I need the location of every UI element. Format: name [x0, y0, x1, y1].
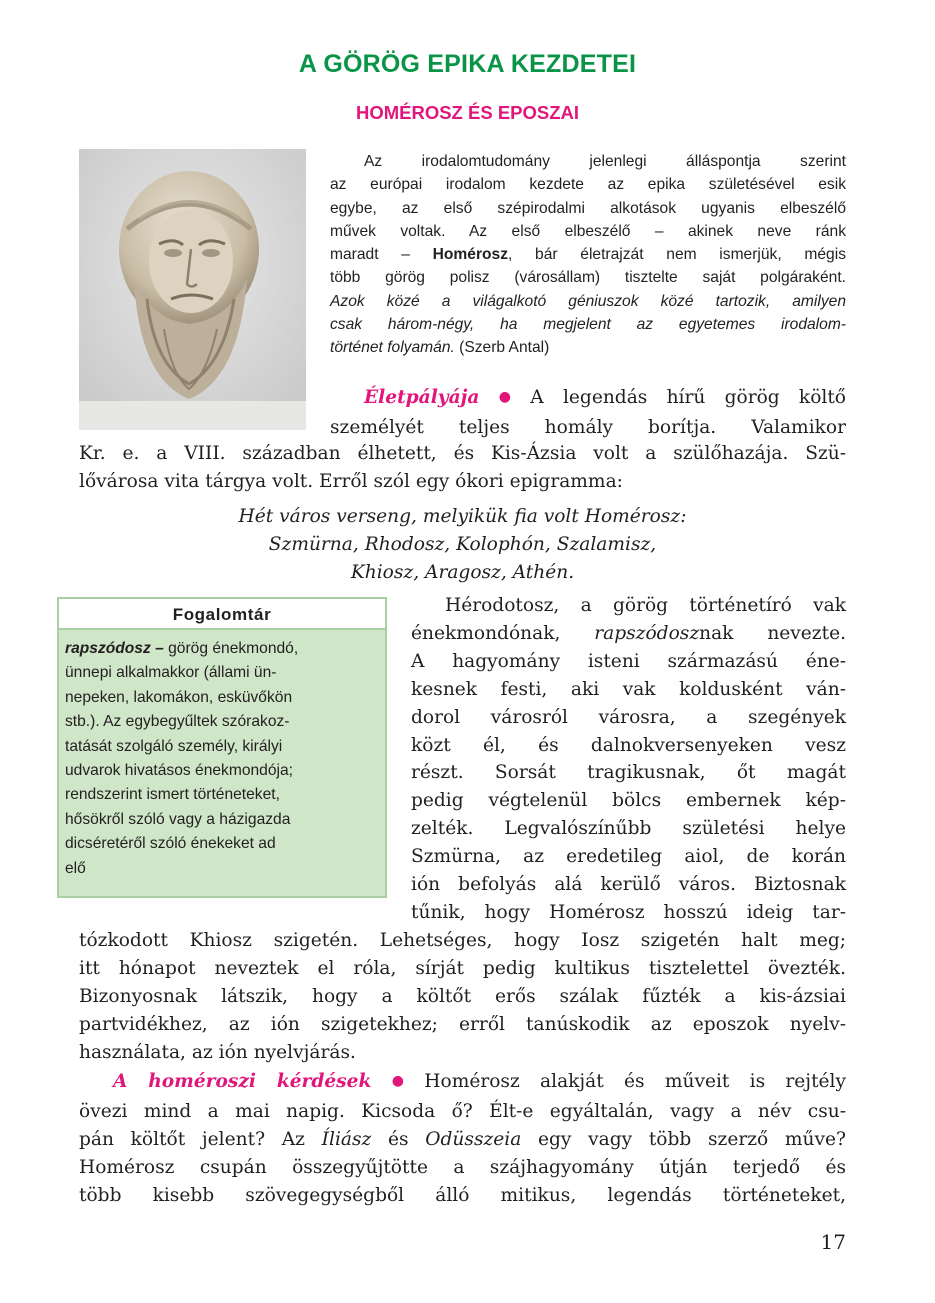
- term-italic: rapszódosz: [594, 622, 700, 644]
- herodotus-line: tózkodott Khiosz szigetén. Lehetséges, hogy Iosz szigetén halt meg;: [79, 930, 846, 951]
- intro-line: [330, 243, 846, 266]
- glossary-heading: Fogalomtár: [59, 599, 385, 630]
- bullet-icon: ●: [485, 389, 525, 405]
- life-line: személyét teljes homály borítja. Valamikor: [330, 416, 846, 438]
- life-text: A legendás hírű görög költő: [530, 387, 847, 408]
- glossary-line: udvarok hivatásos énekmondója;: [65, 762, 293, 780]
- herodotus-line: Bizonyosnak látszik, hogy a költőt erős szálak fűzték a kis-ázsiai: [79, 985, 846, 1007]
- intro-quote-line: [330, 290, 846, 313]
- intro-quote-line: [330, 336, 846, 359]
- intro-line: Az irodalomtudomány jelenlegi álláspontja szerint: [364, 153, 846, 170]
- life-paragraph-bottom: [79, 440, 846, 496]
- intro-text: , bár életrajzát nem ismerjük, mégis: [508, 246, 846, 264]
- bullet-icon: ●: [377, 1073, 419, 1089]
- life-line: lővárosa vita tárgya volt. Erről szól egy ókori epigramma:: [79, 470, 623, 492]
- intro-line: az európai irodalom kezdete az epika születésével esik: [330, 176, 846, 194]
- epigram-line: Khiosz, Aragosz, Athén.: [350, 561, 575, 583]
- questions-line: Homérosz csupán összegyűjtötte a szájhagyomány útján terjedő és: [79, 1156, 846, 1178]
- glossary-line: stb.). Az egybegyűltek szórakoz-: [65, 713, 290, 731]
- glossary-line: rendszerint ismert történeteket,: [65, 786, 280, 804]
- questions-text: és: [371, 1128, 426, 1150]
- epigram-line: Hét város verseng, melyikük fia volt Homérosz:: [238, 506, 687, 527]
- questions-text: egy vagy több szerző műve?: [521, 1128, 846, 1150]
- herodotus-line: partvidékhez, az ión szigetekhez; erről tanúskodik az eposzok nyelv-: [79, 1013, 846, 1035]
- herodotus-line: itt hónapot neveztek el róla, sírját pedig kultikus tisztelettel övezték.: [79, 957, 846, 979]
- life-heading: Életpályája: [364, 387, 480, 408]
- quote-text: Azok közé a világalkotó géniuszok közé tartozik, amilyen: [330, 292, 846, 310]
- questions-text: Homérosz alakját és műveit is rejtély: [424, 1071, 846, 1092]
- herodotus-text: énekmondónak,: [411, 622, 595, 644]
- glossary-line: tatását szolgáló személy, királyi: [65, 737, 283, 755]
- epigram: [79, 503, 846, 587]
- page-title: A GÖRÖG EPIKA KEZDETEI: [298, 50, 637, 78]
- questions-line: [79, 1126, 846, 1154]
- intro-line: művek voltak. Az első elbeszélő – akinek neve ránk: [330, 222, 846, 240]
- glossary-line: dicséretéről szóló énekeket ad: [65, 835, 276, 853]
- intro-paragraph: [330, 150, 846, 360]
- herodotus-line: [411, 620, 846, 648]
- intro-line: több görög polisz (városállam) tisztelte saját polgáraként.: [330, 269, 846, 287]
- life-line: [330, 384, 846, 414]
- herodotus-paragraph-column: [411, 592, 846, 927]
- glossary-line: elő: [65, 859, 86, 877]
- glossary-line: ünnepi alkalmakkor (állami ün-: [65, 664, 277, 682]
- herodotus-line: Szmürna, az eredetileg aiol, de korán: [411, 846, 846, 868]
- questions-line: övezi mind a mai napig. Kicsoda ő? Élt-e egyáltalán, vagy a név csu-: [79, 1100, 846, 1122]
- work-title-odyssey: Odüsszeia: [425, 1128, 522, 1150]
- herodotus-line: használata, az ión nyelvjárás.: [79, 1041, 356, 1063]
- glossary-line: [65, 637, 379, 661]
- questions-line: több kisebb szövegegységből álló mitikus, legendás történeteket,: [79, 1184, 846, 1206]
- herodotus-line: kesnek festi, aki vak koldusként ván-: [411, 678, 846, 700]
- work-title-iliad: Íliász: [321, 1128, 372, 1150]
- herodotus-line: Hérodotosz, a görög történetíró vak: [445, 595, 846, 616]
- herodotus-line: zelték. Legvalószínűbb születési helye: [411, 818, 846, 840]
- glossary-body: [59, 630, 385, 881]
- homeric-questions-paragraph: [79, 1068, 846, 1210]
- herodotus-line: közt él, és dalnokversenyeken vesz: [411, 734, 846, 756]
- herodotus-line: dorol városról városra, a szegények: [411, 706, 846, 728]
- intro-line: egybe, az első szépirodalmi alkotások ugyanis elbeszélő: [330, 199, 846, 217]
- quote-author: (Szerb Antal): [454, 339, 550, 357]
- epigram-line: Szmürna, Rhodosz, Kolophón, Szalamisz,: [268, 533, 657, 555]
- glossary-line: nepeken, lakomákon, esküvőkön: [65, 688, 293, 706]
- life-line: Kr. e. a VIII. században élhetett, és Kis-Ázsia volt a szülőhazája. Szü-: [79, 443, 846, 464]
- quote-text: csak három-négy, ha megjelent az egyetemes irodalom-: [330, 316, 846, 334]
- homer-bust-image: [79, 149, 306, 430]
- herodotus-line: A hagyomány isteni származású éne-: [411, 650, 846, 672]
- section-subtitle: HOMÉROSZ ÉS EPOSZAI: [355, 102, 580, 123]
- herodotus-line: tűnik, hogy Homérosz hosszú ideig tar-: [411, 901, 846, 923]
- herodotus-line: részt. Sorsát tragikusnak, őt magát: [411, 762, 846, 784]
- intro-text: maradt –: [330, 246, 410, 264]
- glossary-text: görög énekmondó,: [163, 640, 299, 657]
- life-paragraph-top: [330, 384, 846, 442]
- glossary-line: hősökről szóló vagy a házigazda: [65, 810, 291, 828]
- herodotus-paragraph-full: [79, 927, 846, 1067]
- questions-text: pán költőt jelent? Az: [79, 1128, 322, 1150]
- quote-text: történet folyamán.: [330, 339, 455, 357]
- herodotus-text: nak nevezte.: [699, 622, 846, 644]
- glossary-term: rapszódosz –: [65, 640, 164, 657]
- questions-line: [79, 1068, 846, 1098]
- intro-quote-line: [330, 313, 846, 336]
- questions-heading: A homéroszi kérdések: [113, 1071, 372, 1092]
- homer-name: Homérosz: [432, 246, 509, 264]
- page-number: 17: [820, 1230, 846, 1254]
- glossary-box: [57, 597, 387, 898]
- herodotus-line: ión befolyás alá kerülő város. Biztosnak: [411, 874, 846, 896]
- herodotus-line: pedig végtelenül bölcs embernek kép-: [411, 790, 846, 812]
